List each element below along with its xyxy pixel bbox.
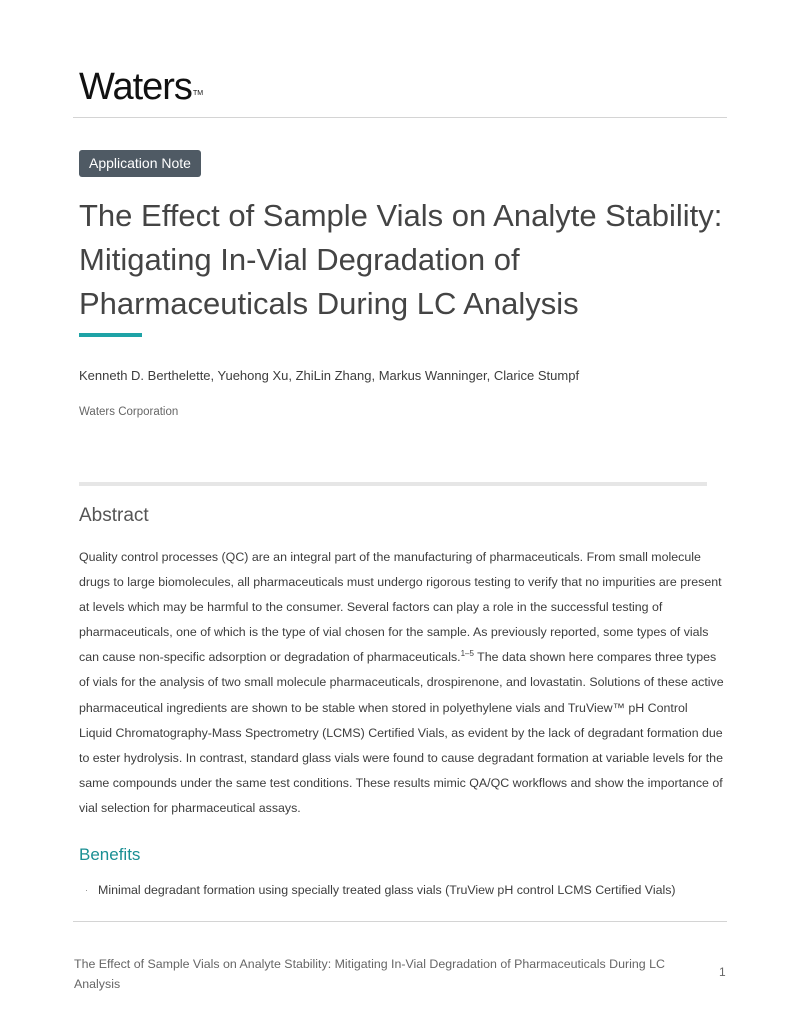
title-accent-bar xyxy=(79,333,142,337)
benefits-list xyxy=(79,880,729,900)
abstract-reference[interactable]: 1–5 xyxy=(460,649,474,659)
abstract-text-part-2: The data shown here compares three types of vials for the analysis of two small molecule pharmaceuticals, drospirenone, and lovastatin. Solutions of these active pharmaceutical ingredients are shown to be stable when stored in polyethylene vials and TruView™ pH Control Liquid Chromatography-Mass Spectrometry (LCMS) Certified Vials, as evident by the lack of degradant formation due to ester hydrolysis. In contrast, standard glass vials were found to cause degradant formation at variable levels for the same compounds under the same test conditions. These results mimic QA/QC workflows and show the importance of vial selection for pharmaceutical assays. xyxy=(79,650,724,815)
header-divider xyxy=(73,117,727,118)
footer-divider xyxy=(73,921,727,922)
section-divider xyxy=(79,482,707,486)
benefit-item-text: Minimal degradant formation using specially treated glass vials (TruView pH control LCMS Certified Vials) xyxy=(98,883,676,897)
benefit-item xyxy=(79,880,729,900)
abstract-text-part-1: Quality control processes (QC) are an integral part of the manufacturing of pharmaceuticals. From small molecule drugs to large biomolecules, all pharmaceuticals must undergo rigorous testing to verify that no impurities are present at levels which may be harmful to the consumer. Several factors can play a role in the successful testing of pharmaceuticals, one of which is the type of vial chosen for the sample. As previously reported, some types of vials can cause non-specific adsorption or degradation of pharmaceuticals. xyxy=(79,550,722,665)
affiliation: Waters Corporation xyxy=(79,406,179,418)
logo-trademark: TM xyxy=(192,90,204,97)
abstract-body xyxy=(79,545,724,821)
page-number: 1 xyxy=(719,965,726,979)
abstract-heading: Abstract xyxy=(79,505,149,526)
footer-title: The Effect of Sample Vials on Analyte Stability: Mitigating In-Vial Degradation of Pharmaceuticals During LC Analysis xyxy=(74,957,665,991)
bullet-icon: · xyxy=(85,885,88,895)
benefits-heading: Benefits xyxy=(79,845,141,864)
authors: Kenneth D. Berthelette, Yuehong Xu, ZhiLin Zhang, Markus Wanninger, Clarice Stumpf xyxy=(79,368,580,383)
logo-text: Waters xyxy=(79,66,192,108)
application-note-badge: Application Note xyxy=(79,150,201,177)
page-title: The Effect of Sample Vials on Analyte Stability: Mitigating In-Vial Degradation of Pharmaceuticals During LC Analysis xyxy=(79,198,723,321)
waters-logo xyxy=(79,68,202,106)
